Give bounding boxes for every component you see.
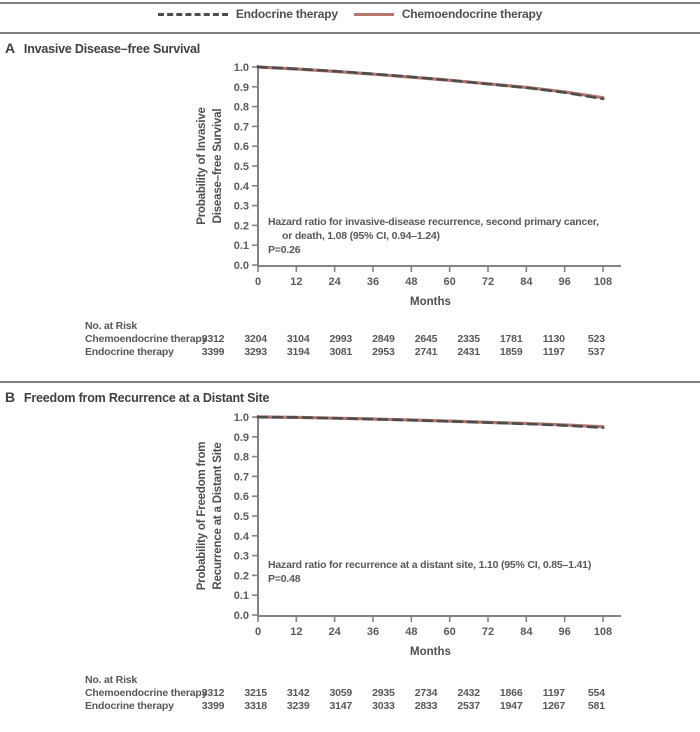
risk-value: 3293 [244, 346, 267, 358]
risk-table-header: No. at Risk [85, 320, 138, 332]
risk-value: 1781 [499, 333, 523, 345]
risk-table-header: No. at Risk [85, 674, 138, 686]
chemoendocrine-curve [258, 67, 603, 98]
risk-value: 3399 [201, 346, 225, 358]
risk-value: 1130 [542, 333, 565, 345]
x-tick-label: 96 [558, 276, 571, 288]
annotation-line: P=0.26 [268, 244, 301, 256]
risk-value: 3059 [329, 687, 353, 699]
y-tick-label: 0.2 [233, 220, 249, 233]
risk-value: 3239 [286, 700, 310, 712]
risk-value: 537 [587, 346, 605, 358]
legend-item-endocrine [158, 7, 338, 21]
risk-value: 581 [587, 700, 605, 712]
panel-a-title-text: Invasive Disease–free Survival [23, 42, 200, 56]
x-tick-label: 108 [593, 276, 613, 288]
risk-value: 2537 [457, 700, 480, 712]
risk-value: 1267 [542, 700, 566, 712]
panel-b-hazard-ratio-annotation [268, 558, 591, 586]
panel-a-risk-rows [0, 333, 700, 359]
x-tick-label: 72 [481, 626, 495, 638]
annotation-line: Hazard ratio for invasive-disease recurrence, second primary cancer, [268, 216, 599, 228]
panel-b [0, 385, 700, 732]
risk-value: 3215 [244, 687, 267, 699]
y-tick-label: 0.6 [233, 141, 249, 154]
risk-value: 2935 [372, 687, 395, 699]
x-tick-label: 60 [443, 626, 456, 638]
y-tick-label: 0.9 [233, 81, 249, 94]
legend-label-endocrine: Endocrine therapy [235, 7, 338, 21]
y-tick-label: 0.8 [233, 451, 249, 464]
risk-value: 3318 [244, 700, 267, 712]
risk-value: 2645 [414, 333, 438, 345]
risk-value: 2953 [372, 346, 395, 358]
y-tick-label: 0.7 [233, 471, 249, 484]
risk-value: 1859 [499, 346, 523, 358]
y-tick-label: 0.3 [233, 550, 249, 563]
risk-value: 3142 [286, 687, 310, 699]
panel-a [0, 38, 700, 381]
panel-b-letter: B [5, 389, 15, 405]
y-tick-label: 0.5 [233, 511, 249, 523]
panel-a-letter: A [5, 40, 15, 56]
y-tick-label: 0.0 [233, 260, 249, 272]
x-tick-label: 0 [254, 276, 262, 288]
risk-row [0, 700, 700, 713]
x-tick-label: 36 [366, 276, 380, 288]
risk-row-label: Chemoendocrine therapy [85, 333, 208, 345]
y-tick-label: 0.5 [233, 161, 249, 173]
panel-a-risk-table [0, 320, 700, 359]
panel-b-risk-table [0, 674, 700, 713]
y-tick-label: 1.0 [233, 62, 249, 74]
risk-value: 3033 [372, 700, 395, 712]
x-tick-label: 60 [443, 276, 456, 288]
y-tick-label: 0.4 [233, 530, 249, 543]
x-tick-label: 96 [558, 626, 571, 638]
risk-value: 2833 [414, 700, 438, 712]
risk-value: 3399 [201, 700, 225, 712]
y-tick-label: 0.3 [233, 200, 249, 213]
x-tick-label: 24 [328, 276, 341, 288]
y-tick-label: 0.1 [233, 590, 249, 603]
y-tick-label: 0.2 [233, 570, 249, 583]
y-tick-label: 1.0 [233, 412, 249, 424]
risk-value: 523 [587, 333, 605, 345]
y-tick-label: 0.9 [233, 431, 249, 444]
x-tick-label: 72 [481, 276, 495, 288]
panel-divider [0, 381, 700, 383]
risk-row [0, 333, 700, 346]
risk-row [0, 687, 700, 700]
panel-b-y-axis-label: Probability of Freedom from Recurrence at a Distant Site [196, 441, 224, 591]
endocrine-curve [258, 67, 603, 99]
x-tick-label: 0 [254, 626, 262, 638]
legend [0, 7, 700, 21]
x-tick-label: 108 [593, 626, 613, 638]
x-axis-label: Months [410, 646, 451, 655]
panel-b-plot [0, 405, 700, 655]
risk-value: 2335 [457, 333, 480, 345]
risk-value: 2849 [372, 333, 395, 345]
risk-value: 2734 [414, 687, 438, 699]
panel-a-hazard-ratio-annotation [268, 215, 599, 257]
x-tick-label: 48 [405, 626, 418, 638]
dashed-line-sample [158, 13, 228, 16]
x-tick-label: 12 [290, 276, 303, 288]
x-tick-label: 36 [366, 626, 380, 638]
x-tick-label: 12 [290, 626, 303, 638]
x-tick-label: 84 [520, 276, 533, 288]
annotation-line: or death, 1.08 (95% CI, 0.94–1.24) [282, 230, 440, 242]
panel-a-y-axis-label: Probability of Invasive Disease–free Survival [196, 107, 224, 225]
risk-value: 1866 [499, 687, 523, 699]
risk-value: 1947 [499, 700, 523, 712]
y-tick-label: 0.7 [233, 121, 249, 134]
risk-value: 1197 [542, 687, 565, 699]
risk-value: 3147 [329, 700, 353, 712]
risk-row-label: Endocrine therapy [85, 346, 174, 358]
x-tick-label: 24 [328, 626, 341, 638]
risk-value: 3081 [329, 346, 353, 358]
risk-value: 3204 [244, 333, 267, 345]
y-tick-label: 0.8 [233, 101, 249, 114]
risk-row-label: Chemoendocrine therapy [85, 687, 208, 699]
legend-divider [0, 32, 700, 34]
risk-value: 3312 [201, 687, 225, 699]
x-axis-label: Months [410, 296, 451, 305]
risk-row-label: Endocrine therapy [85, 700, 174, 712]
risk-row [0, 346, 700, 359]
risk-value: 2431 [457, 346, 480, 358]
panel-b-risk-rows [0, 687, 700, 713]
risk-value: 1197 [542, 346, 565, 358]
risk-value: 3194 [286, 346, 310, 358]
legend-item-chemoendocrine [354, 7, 542, 21]
x-tick-label: 48 [405, 276, 418, 288]
annotation-line: Hazard ratio for recurrence at a distant site, 1.10 (95% CI, 0.85–1.41) [268, 559, 592, 571]
risk-value: 554 [587, 687, 605, 699]
x-tick-label: 84 [520, 626, 533, 638]
y-tick-label: 0.6 [233, 491, 249, 504]
y-tick-label: 0.0 [233, 610, 249, 622]
panel-b-title-text: Freedom from Recurrence at a Distant Site [23, 391, 270, 405]
risk-value: 3104 [286, 333, 310, 345]
risk-value: 2993 [329, 333, 353, 345]
legend-label-chemoendocrine: Chemoendocrine therapy [401, 7, 543, 21]
solid-line-sample [354, 13, 394, 16]
risk-value: 2741 [414, 346, 438, 358]
y-tick-label: 0.4 [233, 180, 249, 193]
panel-a-plot [0, 55, 700, 305]
risk-value: 3312 [201, 333, 225, 345]
endocrine-curve [258, 417, 603, 428]
y-tick-label: 0.1 [233, 240, 249, 253]
annotation-line: P=0.48 [268, 573, 301, 585]
risk-value: 2432 [457, 687, 480, 699]
top-rule [0, 2, 700, 4]
